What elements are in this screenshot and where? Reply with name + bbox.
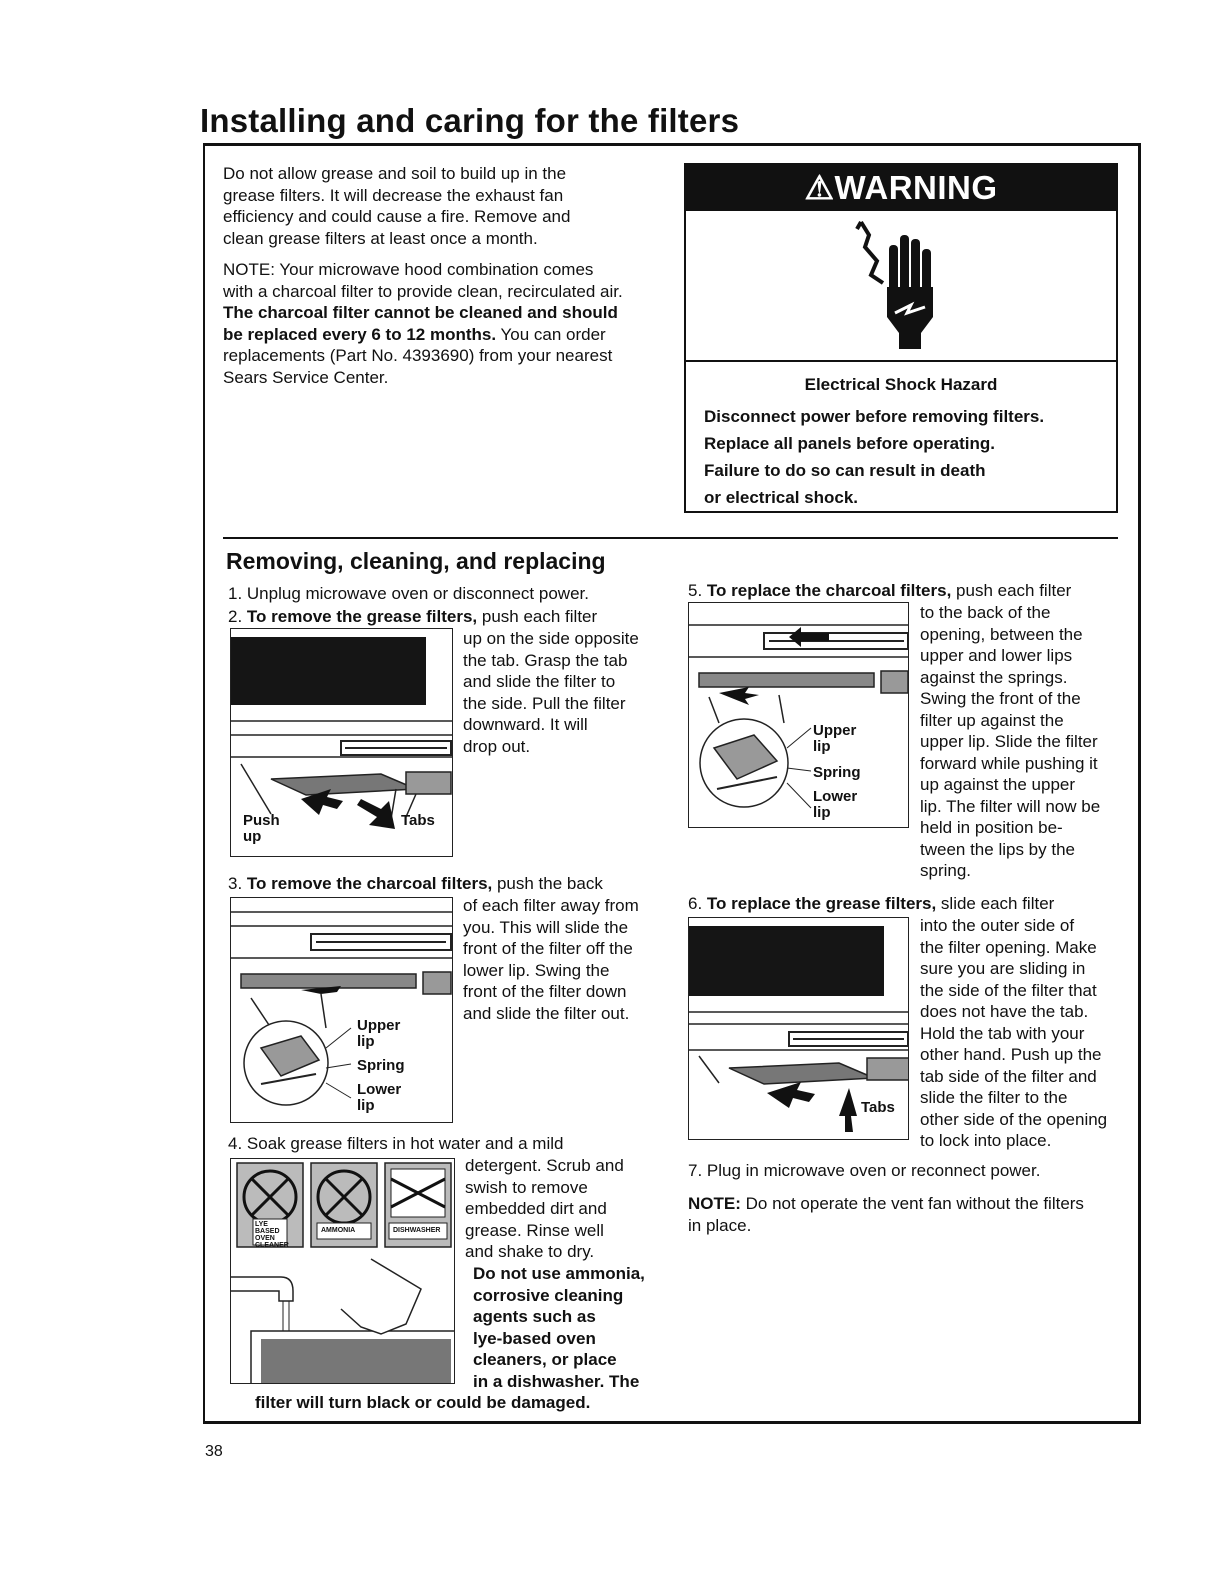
label-upper: Upper [813,722,857,739]
warning-box [684,163,1118,513]
intro-text [223,163,673,398]
page-title: Installing and caring for the filters [200,102,740,139]
step-6-text: into the outer side of the filter opening. Make sure you are sliding in the side of the filter that does not have the tab. Hold the tab with your other hand. Push up the tab side of the filter and slide the filter to the other side of the opening to lock into place. [920,916,1108,1150]
warning-triangle-icon: ⚠ [804,169,835,206]
warning-header: ⚠WARNING [686,165,1116,211]
step-4-caution-end: filter will turn black or could be damaged. [255,1393,591,1412]
step-5-text: to the back of the opening, between the upper and lower lips against the springs. Swing the front of the filter up against the upper lip. Slide the filter forward while pushing it up against the upper lip. The filter will now be held in position be- tween the lips by the spring. [920,603,1101,880]
hand-icon [341,1259,421,1334]
label-tabs: Tabs [861,1099,895,1116]
intro-paragraph: Do not allow grease and soil to build up in the grease filters. It will decrease the exhaust fan efficiency and could cause a fire. Remove and clean grease filters at least once a month. [223,164,571,248]
label-lower: Lower [813,788,858,805]
figure-remove-charcoal-filter [230,897,453,1123]
label-spring: Spring [357,1057,405,1074]
intro-note: NOTE: Your microwave hood combination comes with a charcoal filter to provide clean, recirculated air. The charcoal filter cannot be cleaned and should be replaced every 6 to 12 months. You can order replacements (Part No. 4393690) from your nearest Sears Service Center. [223,260,623,387]
section-title: Removing, cleaning, and replacing [226,548,606,574]
step-4-text: detergent. Scrub and swish to remove embedded dirt and grease. Rinse well and shake to dry. [465,1156,624,1261]
page-number: 38 [205,1443,223,1460]
note-vent-fan: NOTE: Do not operate the vent fan without the filters in place. [688,1194,1084,1235]
label-spring: Spring [813,764,861,781]
figure-replace-grease-filter [688,917,909,1140]
figure-replace-charcoal-filter [688,602,909,828]
label-lower-lip: lip [357,1097,375,1114]
label-lower: Lower [357,1081,402,1098]
step-3-text: of each filter away from you. This will slide the front of the filter off the lower lip. Swing the front of the filter down and slide the filter out. [463,896,639,1023]
figure-remove-grease-filter [230,628,453,857]
label-upper-lip: lip [813,738,831,755]
label-up: up [243,828,262,845]
warning-divider [686,360,1116,362]
figure-soak-filters: LYE BASED OVEN CLEANER AMMONIA DISHWASHER [230,1158,455,1384]
label-upper: Upper [357,1017,401,1034]
step-1: 1. Unplug microwave oven or disconnect power. [228,584,589,603]
section-rule [223,537,1118,539]
step-4-lead: 4. Soak grease filters in hot water and a mild [228,1134,564,1153]
label-upper-lip: lip [357,1033,375,1050]
step-2-text: up on the side opposite the tab. Grasp the tab and slide the filter to the side. Pull the filter downward. It will drop out. [463,629,639,756]
label-lower-lip: lip [813,804,831,821]
label-tabs: Tabs [401,812,435,829]
step-7: 7. Plug in microwave oven or reconnect power. [688,1161,1041,1180]
step-5-lead: 5. To replace the charcoal filters, push each filter [688,581,1072,600]
warning-subheading: Electrical Shock Hazard [804,375,998,394]
step-6-lead: 6. To replace the grease filters, slide each filter [688,894,1055,913]
step-4-caution: Do not use ammonia, corrosive cleaning agents such as lye-based oven cleaners, or place in a dishwasher. The [473,1264,645,1391]
electric-shock-hand-icon [841,217,961,357]
label-push: Push [243,812,280,829]
warning-text: Disconnect power before removing filters. Replace all panels before operating. Failure to do so can result in death or electrical shock. [704,407,1045,507]
step-3-lead: 3. To remove the charcoal filters, push the back [228,874,603,893]
step-2-lead: 2. To remove the grease filters, push each filter [228,607,598,626]
